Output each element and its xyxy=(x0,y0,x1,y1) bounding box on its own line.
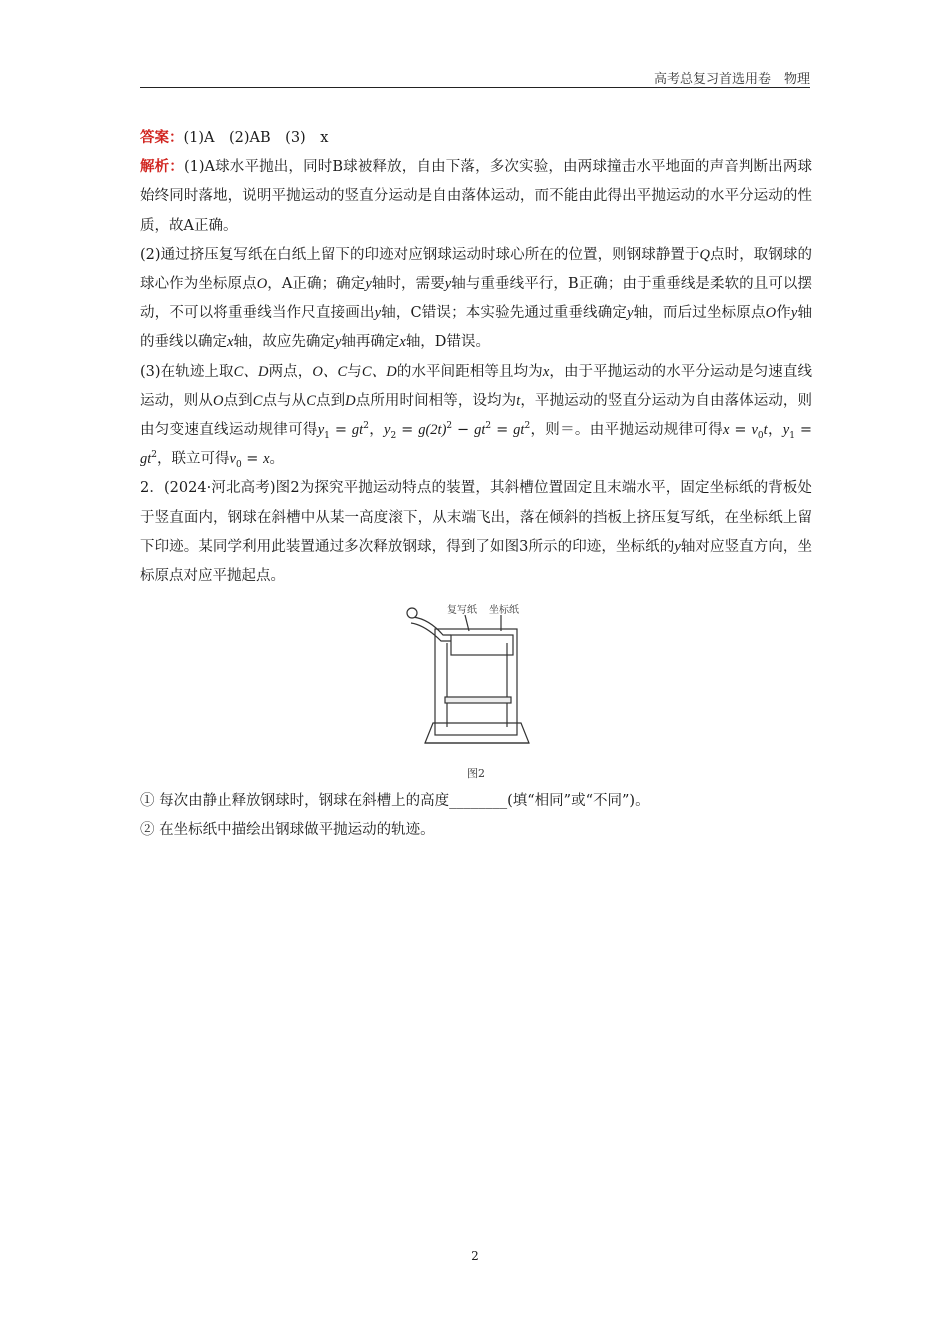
text-run: 轴，而后过坐标原点 xyxy=(633,305,766,322)
question-2-item-1: ① 每次由静止释放钢球时，钢球在斜槽上的高度________(填“相同”或“不同”)。 xyxy=(140,793,650,810)
text-run: 与 xyxy=(347,363,362,380)
text-run: 轴，故应先确定 xyxy=(233,334,335,351)
figure-2 xyxy=(140,603,812,783)
symbol-x: x xyxy=(263,451,270,468)
superscript: 2 xyxy=(151,450,158,461)
equation-x xyxy=(723,422,768,441)
text-run: 的水平间距相等且均为 xyxy=(396,363,543,380)
symbol-gt: gt xyxy=(474,422,486,439)
symbol-oc: O、C xyxy=(312,363,348,380)
text-run: 轴与重垂线平行，B正确；由于重垂线是柔软的且可以摆动，不可以将重垂线当作尺直接画出 xyxy=(140,276,812,322)
text-run: 轴，D错误。 xyxy=(405,334,490,351)
symbol-2t: (2t) xyxy=(425,422,447,439)
header-rule xyxy=(140,87,810,88)
equation-v0 xyxy=(229,451,270,471)
symbol-cd: C、D xyxy=(361,363,397,380)
page-header: 高考总复习首选用卷 物理 xyxy=(653,72,810,87)
symbol-t: t xyxy=(763,422,768,439)
label-grid-paper: 坐标纸 xyxy=(489,605,519,617)
analysis-paragraph-2 xyxy=(140,241,812,358)
equation-y2: $y_2 = g(2t)^2 - gt^2 = gt^2$ xyxy=(384,421,531,441)
text-run: 点到 xyxy=(223,392,253,409)
text-run: 两点， xyxy=(268,363,313,380)
text-run: ，由于平抛运动的水平分运动是匀速直线运动，则从 xyxy=(140,363,813,409)
symbol-o: O xyxy=(765,305,777,322)
text-run: (2)通过挤压复写纸在白纸上留下的印迹对应钢球运动时球心所在的位置，则钢球静置于 xyxy=(140,246,700,263)
text-run: 点时，取钢球的球心作为坐标原点 xyxy=(140,246,812,293)
text-run: (3)在轨迹上取 xyxy=(140,363,234,380)
symbol-y: y xyxy=(384,422,391,439)
text-run: ，联立可得 xyxy=(157,451,230,468)
symbol-gt: gt xyxy=(513,422,525,439)
text-run: 轴时，需要 xyxy=(371,276,445,293)
symbol-x: x xyxy=(399,334,406,351)
symbol-x: x xyxy=(542,363,550,380)
minus-sign: − xyxy=(452,422,475,439)
equals-sign: = xyxy=(491,422,514,439)
symbol-v: v xyxy=(751,422,758,439)
text-run: ，则＝。由平抛运动规律可得 xyxy=(530,422,724,439)
base xyxy=(425,723,529,743)
baffle xyxy=(445,697,511,703)
carbon-paper xyxy=(451,635,513,655)
subscript: 0 xyxy=(235,460,242,471)
symbol-y: y xyxy=(627,305,634,322)
subscript: 2 xyxy=(390,430,397,441)
symbol-y: y xyxy=(444,276,452,293)
analysis-paragraph-3: (3)在轨迹上取C、D两点，O、C与C、D的水平间距相等且均为x，由于平抛运动的水平分运动是匀速直线运动，则从O点到C点与从C点到D点所用时间相等，设均为t，平抛运动的竖直分运动为自由落体运动，则由匀变速直线运动规律可得$y_1 = gt^2$，$y_2 = g(2t)^2 - gt^2 = gt^2$，则＝。由平抛运动规律可得$x = v_0t$，$y_1 = gt^2$，联立可得$v_0 = x$。 xyxy=(140,363,813,471)
text-run: 点所用时间相等，设均为 xyxy=(355,392,517,409)
symbol-g: g xyxy=(351,422,360,439)
symbol-y: y xyxy=(782,422,790,439)
symbol-x: x xyxy=(723,422,730,439)
text-run: 轴，C错误；本实验先通过重垂线确定 xyxy=(381,305,628,322)
symbol-x: x xyxy=(227,334,234,351)
symbol-c: C xyxy=(252,392,263,409)
figure-caption: 图2 xyxy=(467,767,485,781)
symbol-q: Q xyxy=(699,246,711,263)
symbol-t: t xyxy=(516,392,521,409)
analysis-p1-text: (1)A球水平抛出，同时B球被释放，自由下落，多次实验，由两球撞击水平地面的声音判断出两球始终同时落地，说明平抛运动的竖直分运动是自由落体运动，而不能由此得出平抛运动的水平分运动的性质，故A正确。 xyxy=(140,159,812,234)
text-run: ，A正确；确定 xyxy=(267,276,366,293)
page-number: 2 xyxy=(471,1249,479,1263)
superscript: 2 xyxy=(485,421,492,432)
text-run: 轴对应竖直方向，坐标原点对应平抛起点。 xyxy=(140,538,812,585)
subscript: 1 xyxy=(789,430,795,441)
symbol-y: y xyxy=(365,276,372,293)
superscript: 2 xyxy=(363,421,369,432)
text-run: ，平抛运动的竖直分运动为自由落体运动，则由匀变速直线运动规律可得 xyxy=(140,392,813,439)
chute xyxy=(411,623,451,641)
symbol-y: y xyxy=(790,305,798,322)
equation-y1: $y_1 = gt^2$ xyxy=(317,421,369,441)
symbol-t: t xyxy=(359,422,364,439)
text-run: 轴再确定 xyxy=(341,334,400,351)
symbol-cd: C、D xyxy=(233,363,269,380)
symbol-o: O xyxy=(256,276,268,293)
symbol-v: v xyxy=(229,451,236,468)
text-run: 点到 xyxy=(315,392,346,409)
analysis-paragraph-1 xyxy=(140,153,812,241)
equals-sign: = xyxy=(729,422,752,439)
subscript: 1 xyxy=(324,430,330,441)
symbol-y: y xyxy=(334,334,342,351)
symbol-g: g xyxy=(418,422,426,439)
symbol-o: O xyxy=(212,392,224,409)
subscript: 0 xyxy=(757,430,764,441)
analysis-label: 解析： xyxy=(140,159,184,176)
text-run: 2．(2024·河北高考)图2为探究平抛运动特点的装置，其斜槽位置固定且末端水平，固定坐标纸的背板处于竖直面内，钢球在斜槽中从某一高度滚下，从末端飞出，落在倾斜的挡板上挤压复写纸，在坐标纸上留下印迹。某同学利用此装置通过多次释放钢球，得到了如图3所示的印迹，坐标纸的 xyxy=(140,480,812,555)
symbol-y: y xyxy=(374,305,382,322)
answer-label: 答案： xyxy=(140,130,184,146)
equals-sign: = xyxy=(241,451,264,468)
superscript: 2 xyxy=(524,421,531,432)
question-2-item-2: ② 在坐标纸中描绘出钢球做平抛运动的轨迹。 xyxy=(140,822,435,839)
text-run: 点与从 xyxy=(262,392,307,409)
symbol-d: D xyxy=(345,392,356,409)
answer-text: (1)A (2)AB (3) x xyxy=(183,130,329,146)
document-body xyxy=(140,124,812,846)
text-run: 作 xyxy=(776,305,791,322)
text-run: 轴的垂线以确定 xyxy=(140,305,813,351)
symbol-y: y xyxy=(674,538,681,555)
equals-sign: = xyxy=(794,422,813,439)
symbol-gt: gt xyxy=(140,451,152,468)
steel-ball xyxy=(407,608,417,618)
question-2-stem xyxy=(140,474,812,591)
superscript: 2 xyxy=(446,421,453,432)
label-carbon-paper: 复写纸 xyxy=(447,605,477,617)
symbol-c: C xyxy=(306,392,316,409)
symbol-y: y xyxy=(317,422,325,439)
answer-line xyxy=(140,124,812,153)
apparatus-diagram xyxy=(403,603,553,753)
